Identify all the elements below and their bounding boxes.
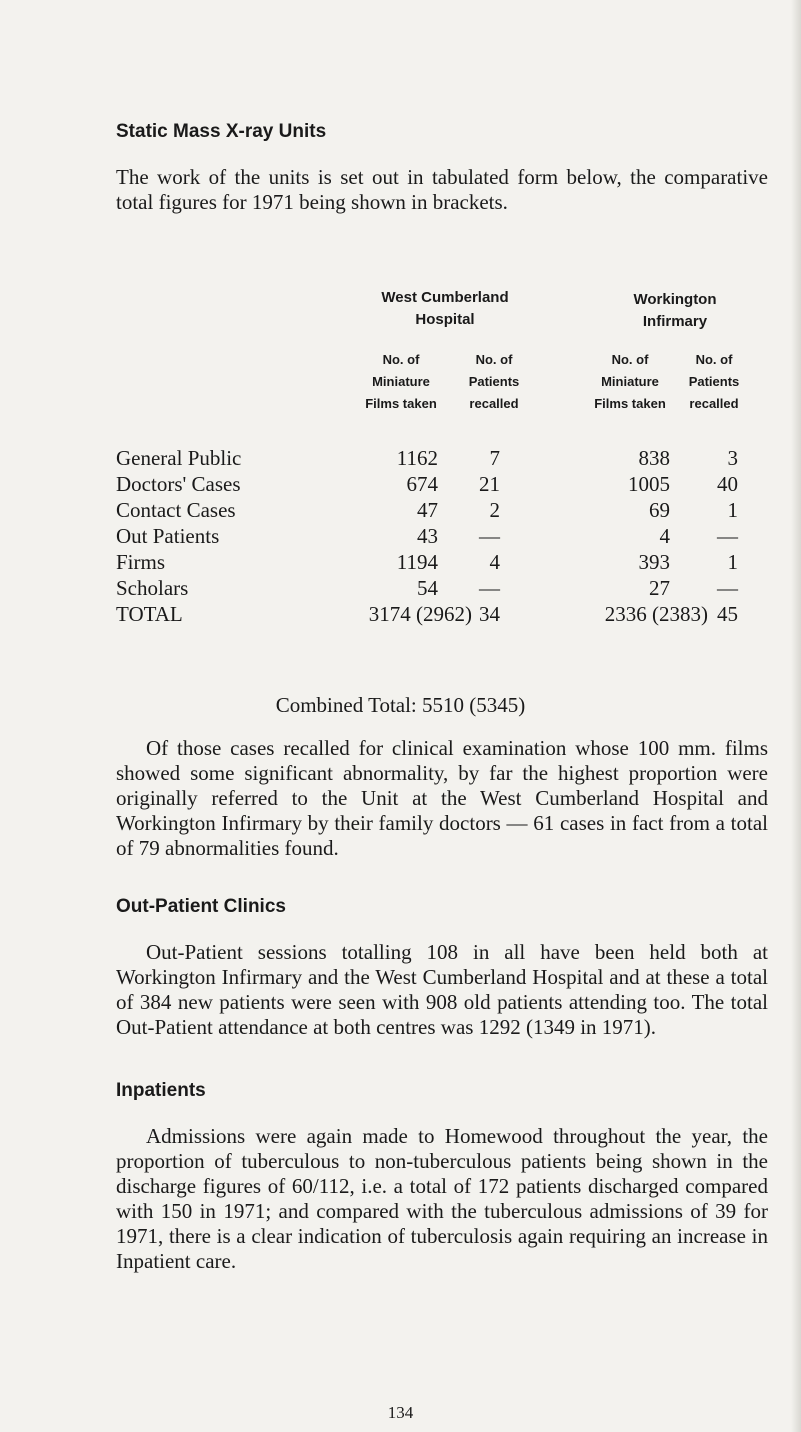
- wc-films-value: 1162: [396, 446, 438, 470]
- table-row: [0, 550, 801, 576]
- table-row: [0, 472, 801, 498]
- wc-films-value: 1194: [396, 550, 438, 574]
- subheader-wc-films: No. of Miniature Films taken: [365, 352, 437, 411]
- heading-out-patient-clinics: Out-Patient Clinics: [116, 896, 286, 917]
- heading-static-mass-xray: Static Mass X-ray Units: [116, 121, 327, 142]
- wi-films-value: 838: [638, 446, 670, 470]
- heading-inpatients: Inpatients: [116, 1080, 206, 1101]
- table-row: [0, 498, 801, 524]
- row-label: Doctors' Cases: [116, 472, 241, 496]
- table-row: [0, 524, 801, 550]
- wi-recalled-value: 40: [717, 472, 738, 496]
- row-label: Scholars: [116, 576, 189, 600]
- group-header-west-cumberland: West Cumberland Hospital: [381, 289, 509, 328]
- wi-recalled-value: —: [717, 524, 738, 548]
- wc-recalled-value: 2: [489, 498, 500, 522]
- row-label: Out Patients: [116, 524, 220, 548]
- wc-films-value: 54: [417, 576, 438, 600]
- recalled-paragraph: Of those cases recalled for clinical examination whose 100 mm. films showed some significant abnormality, by far the highest proportion were originally referred to the Unit at the West Cumberland Hospital and Workington Infirmary by their family doctors — 61 cases in fact from a total of 79 abnormalities found.: [116, 736, 768, 860]
- row-label: Firms: [116, 550, 166, 574]
- wi-recalled-value: 45: [717, 602, 738, 626]
- combined-total: Combined Total: 5510 (5345): [275, 693, 526, 717]
- table-row-total: [0, 602, 801, 628]
- intro-paragraph: The work of the units is set out in tabulated form below, the comparative total figures for 1971 being shown in brackets.: [116, 165, 768, 214]
- wc-recalled-value: 4: [489, 550, 500, 574]
- wc-recalled-value: 7: [489, 446, 500, 470]
- wc-films-value: 674: [406, 472, 438, 496]
- wi-films-value: 69: [649, 498, 670, 522]
- subheader-wi-films: No. of Miniature Films taken: [594, 352, 666, 411]
- wi-films-value: 27: [649, 576, 670, 600]
- wc-films-value: 3174 (2962): [368, 602, 472, 626]
- page-number: 134: [387, 1403, 414, 1422]
- wi-recalled-value: 1: [727, 498, 738, 522]
- wc-films-value: 47: [417, 498, 438, 522]
- subheader-wc-recalled: No. of Patients recalled: [468, 352, 520, 411]
- table-row: [0, 446, 801, 472]
- wc-films-value: 43: [417, 524, 438, 548]
- wc-recalled-value: 34: [479, 602, 500, 626]
- wi-recalled-value: —: [717, 576, 738, 600]
- wi-films-value: 393: [638, 550, 670, 574]
- table-row: [0, 576, 801, 602]
- wi-recalled-value: 1: [727, 550, 738, 574]
- row-label: TOTAL: [116, 602, 183, 626]
- inpatients-paragraph: Admissions were again made to Homewood throughout the year, the proportion of tuberculous to non-tuberculous patients being shown in the discharge figures of 60/112, i.e. a total of 172 patients discharged compared with 150 in 1971; and compared with the tuberculous admissions of 39 for 1971, there is a clear indication of tuberculosis again requiring an increase in Inpatient care.: [116, 1124, 768, 1273]
- group-header-workington: Workington Infirmary: [633, 291, 717, 330]
- out-patient-paragraph: Out-Patient sessions totalling 108 in all have been held both at Workington Infirmary and the West Cumberland Hospital and at these a total of 384 new patients were seen with 908 old patients attending too. The total Out-Patient attendance at both centres was 1292 (1349 in 1971).: [116, 940, 768, 1039]
- row-label: General Public: [116, 446, 242, 470]
- wi-films-value: 1005: [628, 472, 670, 496]
- wc-recalled-value: —: [479, 576, 500, 600]
- wi-films-value: 2336 (2383): [604, 602, 708, 626]
- subheader-wi-recalled: No. of Patients recalled: [688, 352, 740, 411]
- wc-recalled-value: —: [479, 524, 500, 548]
- row-label: Contact Cases: [116, 498, 236, 522]
- wi-films-value: 4: [659, 524, 670, 548]
- wc-recalled-value: 21: [479, 472, 500, 496]
- wi-recalled-value: 3: [727, 446, 738, 470]
